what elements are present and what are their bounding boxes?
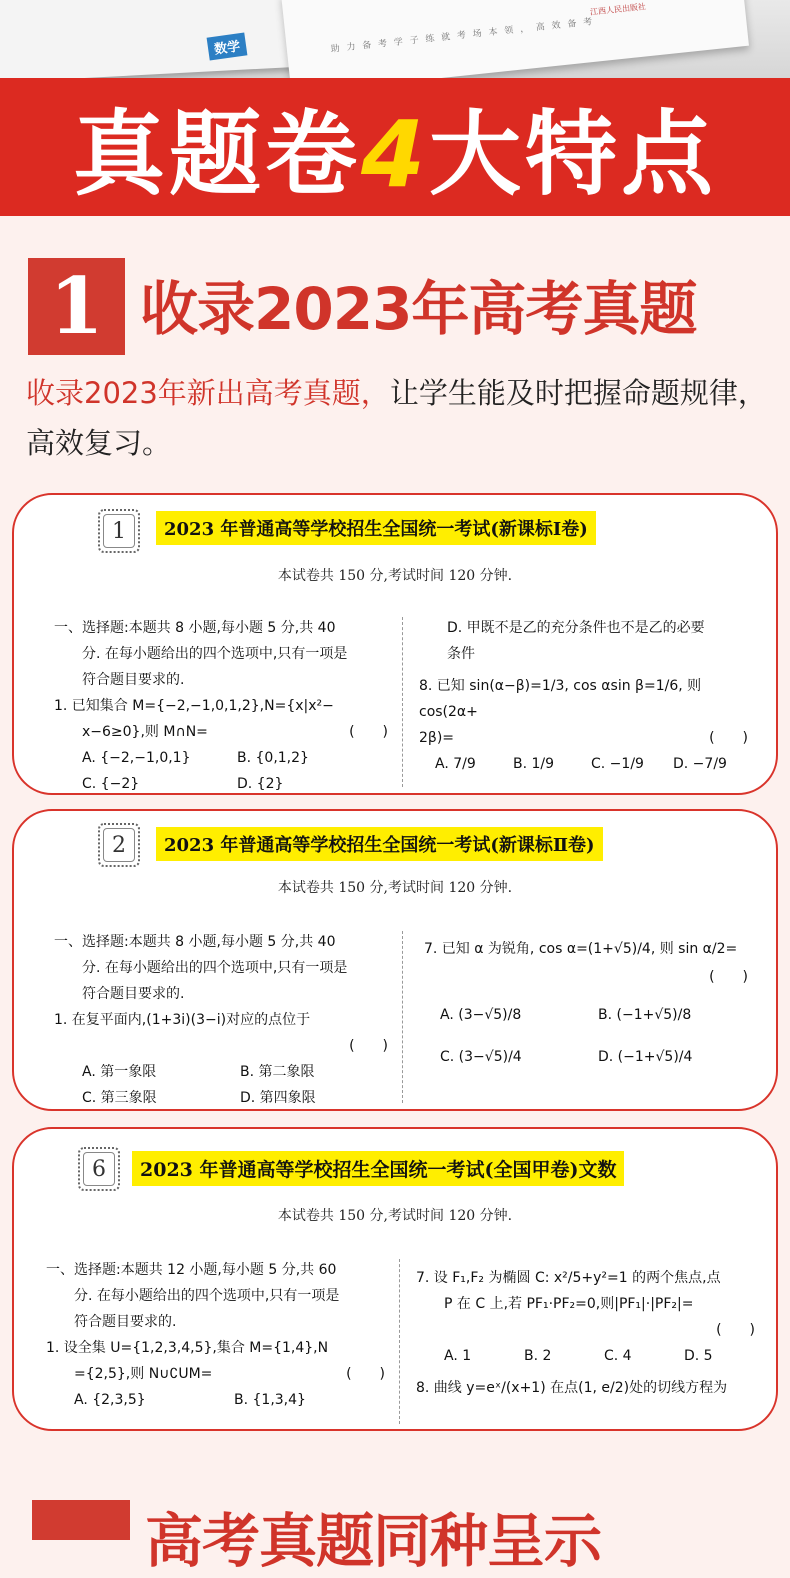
section-heading-line2: 分. 在每小题给出的四个选项中,只有一项是 [74, 1288, 340, 1304]
option-a: A. {−2,−1,0,1} [82, 750, 191, 766]
question-7: 7. 设 F₁,F₂ 为椭圆 C: x²/5+y²=1 的两个焦点,点 [416, 1270, 721, 1286]
exam-note: 本试卷共 150 分,考试时间 120 分钟. [277, 880, 513, 896]
options-row [54, 1059, 394, 1085]
section-heading-line3: 符合题目要求的. [82, 986, 185, 1002]
section-heading-line2: 分. 在每小题给出的四个选项中,只有一项是 [82, 646, 348, 662]
exam-title: 2023 年普通高等学校招生全国统一考试(新课标Ⅰ卷) [156, 511, 596, 545]
left-column [54, 929, 394, 1111]
answer-paren: ( ) [349, 1038, 388, 1054]
option-d: D. 第四象限 [240, 1090, 316, 1106]
banner-title-b: 大特点 [429, 100, 718, 208]
question-1-text: ={2,5},则 N∪∁UM= [74, 1366, 213, 1382]
options-row [46, 1387, 391, 1413]
publisher-logo: 江西人民出版社 [589, 2, 647, 17]
left-column [54, 615, 394, 797]
option-b: B. 1/9 [513, 756, 555, 772]
answer-paren: ( ) [709, 730, 748, 746]
right-column [419, 615, 754, 777]
option-d-text-cont: 条件 [447, 646, 475, 662]
right-column [416, 1265, 761, 1401]
question-1-text: x−6≥0},则 M∩N= [82, 724, 208, 740]
feature-desc-rest: 让学生能及时把握命题规律，高效复习。 [26, 376, 767, 460]
exam-note: 本试卷共 150 分,考试时间 120 分钟. [277, 568, 513, 584]
exam-card-1 [12, 493, 778, 795]
exam-title: 2023 年普通高等学校招生全国统一考试(新课标Ⅱ卷) [156, 827, 603, 861]
book-photo [0, 0, 790, 80]
question-7: 7. 已知 α 为锐角, cos α=(1+√5)/4, 则 sin α/2= [424, 941, 738, 957]
option-a: A. 7/9 [435, 756, 476, 772]
question-7-paren-row [424, 963, 754, 991]
book-cover-left [0, 0, 292, 83]
option-c: C. (3−√5)/4 [440, 1049, 522, 1065]
options-row [416, 1343, 761, 1369]
options-row [419, 751, 754, 777]
question-7-cont: P 在 C 上,若 PF₁·PF₂=0,则|PF₁|·|PF₂|= [444, 1296, 694, 1312]
options-row [54, 1085, 394, 1111]
option-c: C. 第三象限 [82, 1090, 157, 1106]
option-b: B. {1,3,4} [234, 1392, 306, 1408]
question-8-text: 2β)= [419, 730, 455, 746]
book-slogan: 助 力 备 考 学 子 练 就 考 场 本 领 ， 高 效 备 考 [330, 17, 595, 55]
option-b: B. 2 [524, 1348, 552, 1364]
option-c: C. −1/9 [591, 756, 644, 772]
subject-tag: 数学 [207, 32, 248, 60]
question-1-cont [46, 1361, 391, 1387]
option-a: A. 第一象限 [82, 1064, 157, 1080]
section-heading: 一、选择题:本题共 8 小题,每小题 5 分,共 40 [54, 620, 336, 636]
section-heading: 一、选择题:本题共 12 小题,每小题 5 分,共 60 [46, 1262, 337, 1278]
feature-title: 收录2023年高考真题 [140, 275, 697, 343]
option-b: B. 第二象限 [240, 1064, 315, 1080]
exam-badge: 1 [98, 509, 140, 553]
exam-note: 本试卷共 150 分,考试时间 120 分钟. [277, 1208, 513, 1224]
right-column [424, 935, 754, 1071]
left-column [46, 1257, 391, 1413]
options-row [54, 771, 394, 797]
exam-badge: 2 [98, 823, 140, 867]
banner-title [73, 81, 717, 213]
banner-title-number: 4 [360, 101, 429, 208]
option-d: D. {2} [237, 776, 284, 792]
features-banner [0, 78, 790, 216]
feature-description [26, 368, 771, 468]
option-d: D. (−1+√5)/4 [598, 1049, 693, 1065]
options-row [424, 1043, 754, 1071]
section-heading-line3: 符合题目要求的. [82, 672, 185, 688]
question-1: 1. 已知集合 M={−2,−1,0,1,2},N={x|x²− [54, 698, 334, 714]
answer-paren: ( ) [349, 724, 388, 740]
question-1-cont [54, 719, 394, 745]
option-d: D. 5 [684, 1348, 713, 1364]
question-1-paren-row [54, 1033, 394, 1059]
option-d: D. −7/9 [673, 756, 727, 772]
feature-desc-highlight: 收录2023年新出高考真题， [26, 376, 390, 410]
answer-paren: ( ) [716, 1322, 755, 1338]
option-b: B. {0,1,2} [237, 750, 309, 766]
option-d-text: D. 甲既不是乙的充分条件也不是乙的必要 [447, 620, 705, 636]
question-8: 8. 已知 sin(α−β)=1/3, cos αsin β=1/6, 则 cos(2α+ [419, 678, 702, 720]
exam-card-2 [12, 809, 778, 1111]
column-divider [402, 617, 403, 787]
feature-number-box: 1 [28, 258, 125, 355]
options-row [54, 745, 394, 771]
next-feature-heading [0, 1490, 790, 1575]
question-8: 8. 曲线 y=eˣ/(x+1) 在点(1, e/2)处的切线方程为 [416, 1380, 728, 1396]
option-a: A. {2,3,5} [74, 1392, 146, 1408]
section-heading-line2: 分. 在每小题给出的四个选项中,只有一项是 [82, 960, 348, 976]
exam-title: 2023 年普通高等学校招生全国统一考试(全国甲卷)文数 [132, 1151, 624, 1186]
next-feature-title: 高考真题同种呈示 [145, 1507, 602, 1575]
options-row [424, 1001, 754, 1029]
answer-paren: ( ) [346, 1366, 385, 1382]
answer-paren: ( ) [709, 969, 748, 985]
question-7-paren-row [416, 1317, 761, 1343]
column-divider [399, 1259, 400, 1424]
option-c: C. {−2} [82, 776, 140, 792]
question-1: 1. 设全集 U={1,2,3,4,5},集合 M={1,4},N [46, 1340, 329, 1356]
column-divider [402, 931, 403, 1103]
section-heading: 一、选择题:本题共 8 小题,每小题 5 分,共 40 [54, 934, 336, 950]
section-heading-line3: 符合题目要求的. [74, 1314, 177, 1330]
exam-badge: 6 [78, 1147, 120, 1191]
question-1: 1. 在复平面内,(1+3i)(3−i)对应的点位于 [54, 1012, 311, 1028]
option-a: A. 1 [444, 1348, 472, 1364]
banner-title-a: 真题卷 [72, 100, 361, 208]
next-feature-number-box [32, 1500, 130, 1540]
option-a: A. (3−√5)/8 [440, 1007, 522, 1023]
option-b: B. (−1+√5)/8 [598, 1007, 692, 1023]
option-c: C. 4 [604, 1348, 632, 1364]
exam-card-3 [12, 1127, 778, 1431]
question-8-cont [419, 725, 754, 751]
